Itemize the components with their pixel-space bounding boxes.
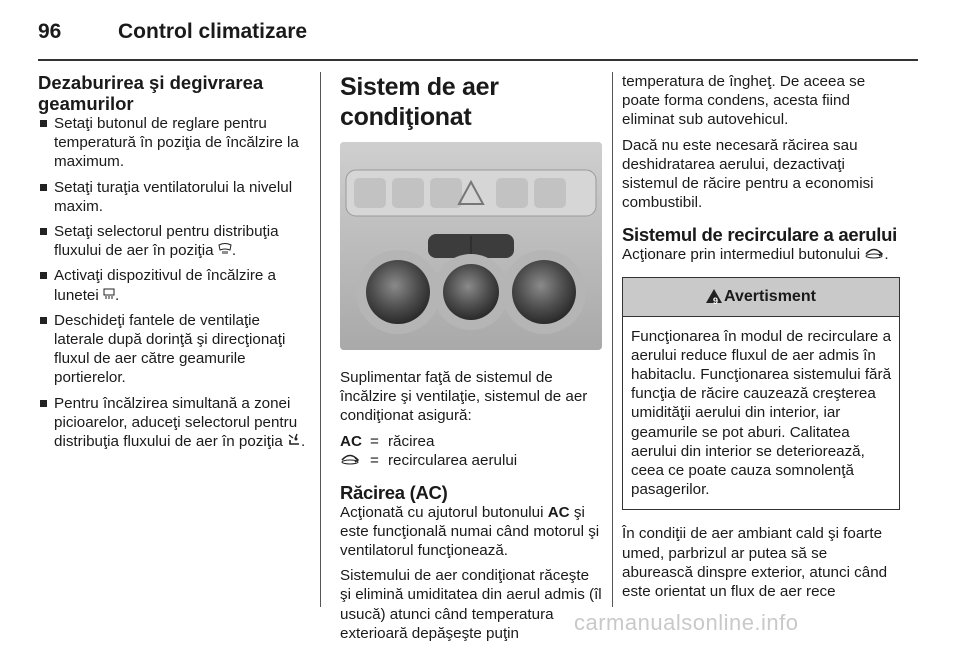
column-middle	[340, 72, 602, 649]
list-item: Setaţi turaţia ventilatorului la nivelul maxim.	[38, 178, 306, 216]
humid-conditions-paragraph: În condiţii de aer ambiant cald şi foarte umed, parbrizul ar putea să se aburească dinspre exterior, atunci când este orientat un flux de aer rece	[622, 525, 888, 601]
warning-body: Funcţionarea în modul de recirculare a aerului reduce fluxul de aer admis în habitaclu. Funcţionarea sistemului fără funcţia de răcire cauzează creşterea umidităţii aerului din interior, iar geamurile se pot aburi. Calitatea aerului din interior se deteriorează, ceea ce poate cauza somnolenţă pasagerilor.	[631, 327, 892, 499]
recirculation-paragraph: Acţionare prin intermediul butonului .	[622, 246, 889, 264]
subsection-heading-recirculation: Sistemul de recirculare a aerului	[622, 224, 897, 246]
column-left	[38, 72, 306, 457]
function-definitions	[340, 432, 602, 470]
warning-header: 9 Avertisment	[623, 278, 899, 317]
feet-windscreen-icon	[287, 432, 301, 451]
list-item: Setaţi butonul de reglare pentru temperatură în poziţia de încălzire la maximum.	[38, 114, 306, 172]
recirculation-icon	[340, 451, 370, 470]
column-divider	[612, 72, 613, 607]
watermark: carmanualsonline.info	[574, 610, 799, 635]
list-item: Pentru încălzirea simultană a zonei picioarelor, aduceţi selectorul pentru distribuţia fluxului de aer în poziţia .	[38, 394, 306, 452]
warning-triangle-icon: 9	[706, 289, 722, 303]
climate-control-photo	[340, 142, 602, 350]
warning-box	[622, 277, 900, 511]
rear-window-heat-icon	[103, 286, 115, 305]
chapter-title: Control climatizare	[118, 20, 308, 43]
header-divider	[38, 59, 918, 61]
subsection-heading-cooling: Răcirea (AC)	[340, 481, 448, 503]
cooling-paragraph-2: Sistemului de aer condiţionat răceşte şi elimină umiditatea din aerul admis (îl usucă) atunci când temperatura exterioară depăşeşte puţin	[340, 567, 602, 642]
section-heading-ac: Sistem de aer condiţionat	[340, 73, 499, 131]
page-header	[38, 20, 918, 60]
list-item: Setaţi selectorul pentru distribuţia fluxului de aer în poziţia .	[38, 222, 306, 260]
cooling-paragraph: Acţionată cu ajutorul butonului AC şi este funcţională numai când motorul şi ventilatorul funcţionează.	[340, 503, 600, 560]
windscreen-defrost-icon	[218, 241, 232, 260]
page-number: 96	[38, 20, 62, 43]
ac-intro: Suplimentar faţă de sistemul de încălzire şi ventilaţie, sistemul de aer condiţionat asigură:	[340, 369, 588, 425]
column-divider	[320, 72, 321, 607]
definition-row: = recircularea aerului	[340, 451, 602, 470]
defrost-steps	[38, 114, 306, 451]
recirculation-icon	[864, 245, 884, 264]
economy-paragraph: Dacă nu este necesară răcirea sau deshidratarea aerului, dezactivaţi sistemul de răcire pentru a economisi combustibil.	[622, 136, 874, 212]
list-item: Activaţi dispozitivul de încălzire a lunetei .	[38, 266, 306, 304]
definition-row: AC = răcirea	[340, 432, 435, 450]
list-item: Deschideţi fantele de ventilaţie laterale după dorinţă şi direcţionaţi fluxul de aer către geamurile portierelor.	[38, 311, 306, 388]
column-right	[622, 72, 902, 607]
section-heading-defrost: Dezaburirea şi degivrarea geamurilor	[38, 72, 264, 114]
condensation-paragraph: temperatura de îngheţ. De aceea se poate forma condens, acesta fiind eliminat sub autovehicul.	[622, 73, 866, 129]
